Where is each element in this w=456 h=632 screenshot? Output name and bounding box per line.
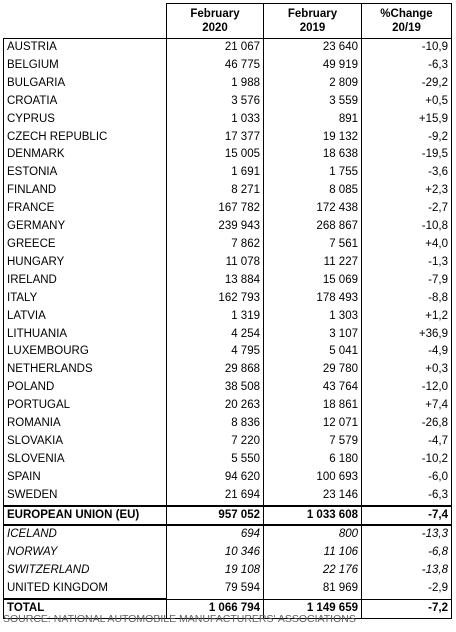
feb-2020-cell: 7 862 bbox=[167, 236, 264, 254]
table-row bbox=[4, 469, 452, 487]
feb-2019-cell: 7 579 bbox=[264, 433, 362, 451]
change-cell: -6,8 bbox=[362, 544, 452, 562]
country-cell: GREECE bbox=[4, 236, 167, 254]
table-row bbox=[4, 272, 452, 290]
feb-2019-cell: 11 227 bbox=[264, 254, 362, 272]
feb-2019-cell: 18 861 bbox=[264, 397, 362, 415]
country-cell: ICELAND bbox=[4, 525, 167, 544]
change-cell: -2,9 bbox=[362, 580, 452, 599]
feb-2019-cell: 172 438 bbox=[264, 200, 362, 218]
feb-2020-cell: 167 782 bbox=[167, 200, 264, 218]
feb-2020-cell: 21 694 bbox=[167, 487, 264, 506]
country-cell: LITHUANIA bbox=[4, 326, 167, 344]
feb-2019-cell: 19 132 bbox=[264, 129, 362, 147]
feb-2020-cell: 15 005 bbox=[167, 146, 264, 164]
change-cell: +4,0 bbox=[362, 236, 452, 254]
change-cell: -4,9 bbox=[362, 343, 452, 361]
country-cell: UNITED KINGDOM bbox=[4, 580, 167, 599]
registrations-table bbox=[3, 3, 452, 619]
table-row bbox=[4, 75, 452, 93]
feb-2019-cell: 49 919 bbox=[264, 57, 362, 75]
header-feb-2019: February 2019 bbox=[264, 4, 362, 39]
feb-2019-cell: 891 bbox=[264, 111, 362, 129]
country-cell: SLOVENIA bbox=[4, 451, 167, 469]
change-cell: -10,9 bbox=[362, 39, 452, 57]
country-cell: CYPRUS bbox=[4, 111, 167, 129]
feb-2020-cell: 21 067 bbox=[167, 39, 264, 57]
header-blank bbox=[4, 4, 167, 39]
feb-2019-cell: 1 755 bbox=[264, 164, 362, 182]
feb-2019-cell: 2 809 bbox=[264, 75, 362, 93]
country-cell: LATVIA bbox=[4, 308, 167, 326]
country-cell: HUNGARY bbox=[4, 254, 167, 272]
change-cell: -10,8 bbox=[362, 218, 452, 236]
efta-row bbox=[4, 525, 452, 544]
table-row bbox=[4, 326, 452, 344]
country-cell: SWITZERLAND bbox=[4, 562, 167, 580]
change-cell: -3,6 bbox=[362, 164, 452, 182]
table-row bbox=[4, 200, 452, 218]
change-cell: -7,9 bbox=[362, 272, 452, 290]
feb-2019-cell: 5 041 bbox=[264, 343, 362, 361]
table-row bbox=[4, 129, 452, 147]
feb-2019-cell: 22 176 bbox=[264, 562, 362, 580]
feb-2020-cell: 20 263 bbox=[167, 397, 264, 415]
country-cell: SPAIN bbox=[4, 469, 167, 487]
table-row bbox=[4, 415, 452, 433]
efta-row bbox=[4, 544, 452, 562]
table-row bbox=[4, 487, 452, 506]
country-cell: ESTONIA bbox=[4, 164, 167, 182]
table-row bbox=[4, 57, 452, 75]
change-cell: -2,7 bbox=[362, 200, 452, 218]
feb-2020-cell: 79 594 bbox=[167, 580, 264, 599]
feb-2020-cell: 162 793 bbox=[167, 290, 264, 308]
feb-2020-cell: 1 319 bbox=[167, 308, 264, 326]
change-cell: +15,9 bbox=[362, 111, 452, 129]
feb-2020-cell: 8 836 bbox=[167, 415, 264, 433]
feb-2019-cell: 18 638 bbox=[264, 146, 362, 164]
table-row bbox=[4, 397, 452, 415]
feb-2020-cell: 957 052 bbox=[167, 506, 264, 526]
change-cell: +2,3 bbox=[362, 182, 452, 200]
feb-2019-cell: 800 bbox=[264, 525, 362, 544]
feb-2019-cell: 1 303 bbox=[264, 308, 362, 326]
uk-row bbox=[4, 580, 452, 599]
table-row bbox=[4, 361, 452, 379]
feb-2020-cell: 10 346 bbox=[167, 544, 264, 562]
feb-2019-cell: 29 780 bbox=[264, 361, 362, 379]
feb-2020-cell: 94 620 bbox=[167, 469, 264, 487]
change-cell: -7,4 bbox=[362, 506, 452, 526]
feb-2019-cell: 12 071 bbox=[264, 415, 362, 433]
table-row bbox=[4, 146, 452, 164]
feb-2020-cell: 46 775 bbox=[167, 57, 264, 75]
change-cell: -13,3 bbox=[362, 525, 452, 544]
feb-2019-cell: 81 969 bbox=[264, 580, 362, 599]
source-note: SOURCE: NATIONAL AUTOMOBILE MANUFACTURERS' ASSOCIATIONS bbox=[3, 613, 356, 625]
efta-row bbox=[4, 562, 452, 580]
table-row bbox=[4, 93, 452, 111]
feb-2019-cell: 6 180 bbox=[264, 451, 362, 469]
feb-2020-cell: 3 576 bbox=[167, 93, 264, 111]
feb-2019-cell: 15 069 bbox=[264, 272, 362, 290]
change-cell: -6,3 bbox=[362, 57, 452, 75]
feb-2019-cell: 43 764 bbox=[264, 379, 362, 397]
change-cell: -4,7 bbox=[362, 433, 452, 451]
feb-2019-cell: 100 693 bbox=[264, 469, 362, 487]
table-row bbox=[4, 308, 452, 326]
table-row bbox=[4, 218, 452, 236]
country-cell: EUROPEAN UNION (EU) bbox=[4, 506, 167, 526]
change-cell: -19,5 bbox=[362, 146, 452, 164]
change-cell: -7,2 bbox=[362, 599, 452, 618]
change-cell: -6,0 bbox=[362, 469, 452, 487]
feb-2019-cell: 1 033 608 bbox=[264, 506, 362, 526]
table-row bbox=[4, 182, 452, 200]
change-cell: -6,3 bbox=[362, 487, 452, 506]
feb-2020-cell: 4 795 bbox=[167, 343, 264, 361]
feb-2020-cell: 239 943 bbox=[167, 218, 264, 236]
feb-2020-cell: 17 377 bbox=[167, 129, 264, 147]
change-cell: +36,9 bbox=[362, 326, 452, 344]
feb-2020-cell: 13 884 bbox=[167, 272, 264, 290]
country-cell: FINLAND bbox=[4, 182, 167, 200]
table-row bbox=[4, 236, 452, 254]
feb-2020-cell: 4 254 bbox=[167, 326, 264, 344]
country-cell: TOTAL bbox=[4, 599, 167, 618]
country-cell: LUXEMBOURG bbox=[4, 343, 167, 361]
country-cell: NETHERLANDS bbox=[4, 361, 167, 379]
change-cell: -10,2 bbox=[362, 451, 452, 469]
feb-2019-cell: 23 146 bbox=[264, 487, 362, 506]
change-cell: +0,5 bbox=[362, 93, 452, 111]
feb-2019-cell: 11 106 bbox=[264, 544, 362, 562]
change-cell: -13,8 bbox=[362, 562, 452, 580]
country-cell: BELGIUM bbox=[4, 57, 167, 75]
feb-2019-cell: 3 107 bbox=[264, 326, 362, 344]
table-row bbox=[4, 290, 452, 308]
feb-2020-cell: 1 033 bbox=[167, 111, 264, 129]
change-cell: -12,0 bbox=[362, 379, 452, 397]
country-cell: DENMARK bbox=[4, 146, 167, 164]
country-cell: NORWAY bbox=[4, 544, 167, 562]
country-cell: BULGARIA bbox=[4, 75, 167, 93]
feb-2019-cell: 268 867 bbox=[264, 218, 362, 236]
change-cell: -9,2 bbox=[362, 129, 452, 147]
table-row bbox=[4, 379, 452, 397]
change-cell: +7,4 bbox=[362, 397, 452, 415]
country-cell: CROATIA bbox=[4, 93, 167, 111]
feb-2020-cell: 11 078 bbox=[167, 254, 264, 272]
feb-2019-cell: 178 493 bbox=[264, 290, 362, 308]
feb-2020-cell: 29 868 bbox=[167, 361, 264, 379]
change-cell: +1,2 bbox=[362, 308, 452, 326]
feb-2020-cell: 1 691 bbox=[167, 164, 264, 182]
eu-total-row bbox=[4, 506, 452, 526]
feb-2020-cell: 19 108 bbox=[167, 562, 264, 580]
country-cell: PORTUGAL bbox=[4, 397, 167, 415]
country-cell: GERMANY bbox=[4, 218, 167, 236]
feb-2019-cell: 3 559 bbox=[264, 93, 362, 111]
table-row bbox=[4, 111, 452, 129]
feb-2020-cell: 8 271 bbox=[167, 182, 264, 200]
feb-2020-cell: 1 066 794 bbox=[167, 599, 264, 618]
feb-2020-cell: 1 988 bbox=[167, 75, 264, 93]
change-cell: -26,8 bbox=[362, 415, 452, 433]
table-row bbox=[4, 451, 452, 469]
feb-2020-cell: 694 bbox=[167, 525, 264, 544]
country-cell: ROMANIA bbox=[4, 415, 167, 433]
country-cell: SLOVAKIA bbox=[4, 433, 167, 451]
table-row bbox=[4, 343, 452, 361]
change-cell: +0,3 bbox=[362, 361, 452, 379]
country-cell: FRANCE bbox=[4, 200, 167, 218]
table-row bbox=[4, 433, 452, 451]
header-change: %Change 20/19 bbox=[362, 4, 452, 39]
table-row bbox=[4, 254, 452, 272]
feb-2020-cell: 7 220 bbox=[167, 433, 264, 451]
country-cell: CZECH REPUBLIC bbox=[4, 129, 167, 147]
change-cell: -1,3 bbox=[362, 254, 452, 272]
table-row bbox=[4, 164, 452, 182]
country-cell: POLAND bbox=[4, 379, 167, 397]
table-row bbox=[4, 39, 452, 57]
country-cell: SWEDEN bbox=[4, 487, 167, 506]
feb-2020-cell: 38 508 bbox=[167, 379, 264, 397]
country-cell: ITALY bbox=[4, 290, 167, 308]
feb-2019-cell: 23 640 bbox=[264, 39, 362, 57]
header-row bbox=[4, 4, 452, 39]
change-cell: -29,2 bbox=[362, 75, 452, 93]
feb-2019-cell: 8 085 bbox=[264, 182, 362, 200]
change-cell: -8,8 bbox=[362, 290, 452, 308]
header-feb-2020: February 2020 bbox=[167, 4, 264, 39]
feb-2019-cell: 1 149 659 bbox=[264, 599, 362, 618]
feb-2020-cell: 5 550 bbox=[167, 451, 264, 469]
feb-2019-cell: 7 561 bbox=[264, 236, 362, 254]
country-cell: IRELAND bbox=[4, 272, 167, 290]
country-cell: AUSTRIA bbox=[4, 39, 167, 57]
